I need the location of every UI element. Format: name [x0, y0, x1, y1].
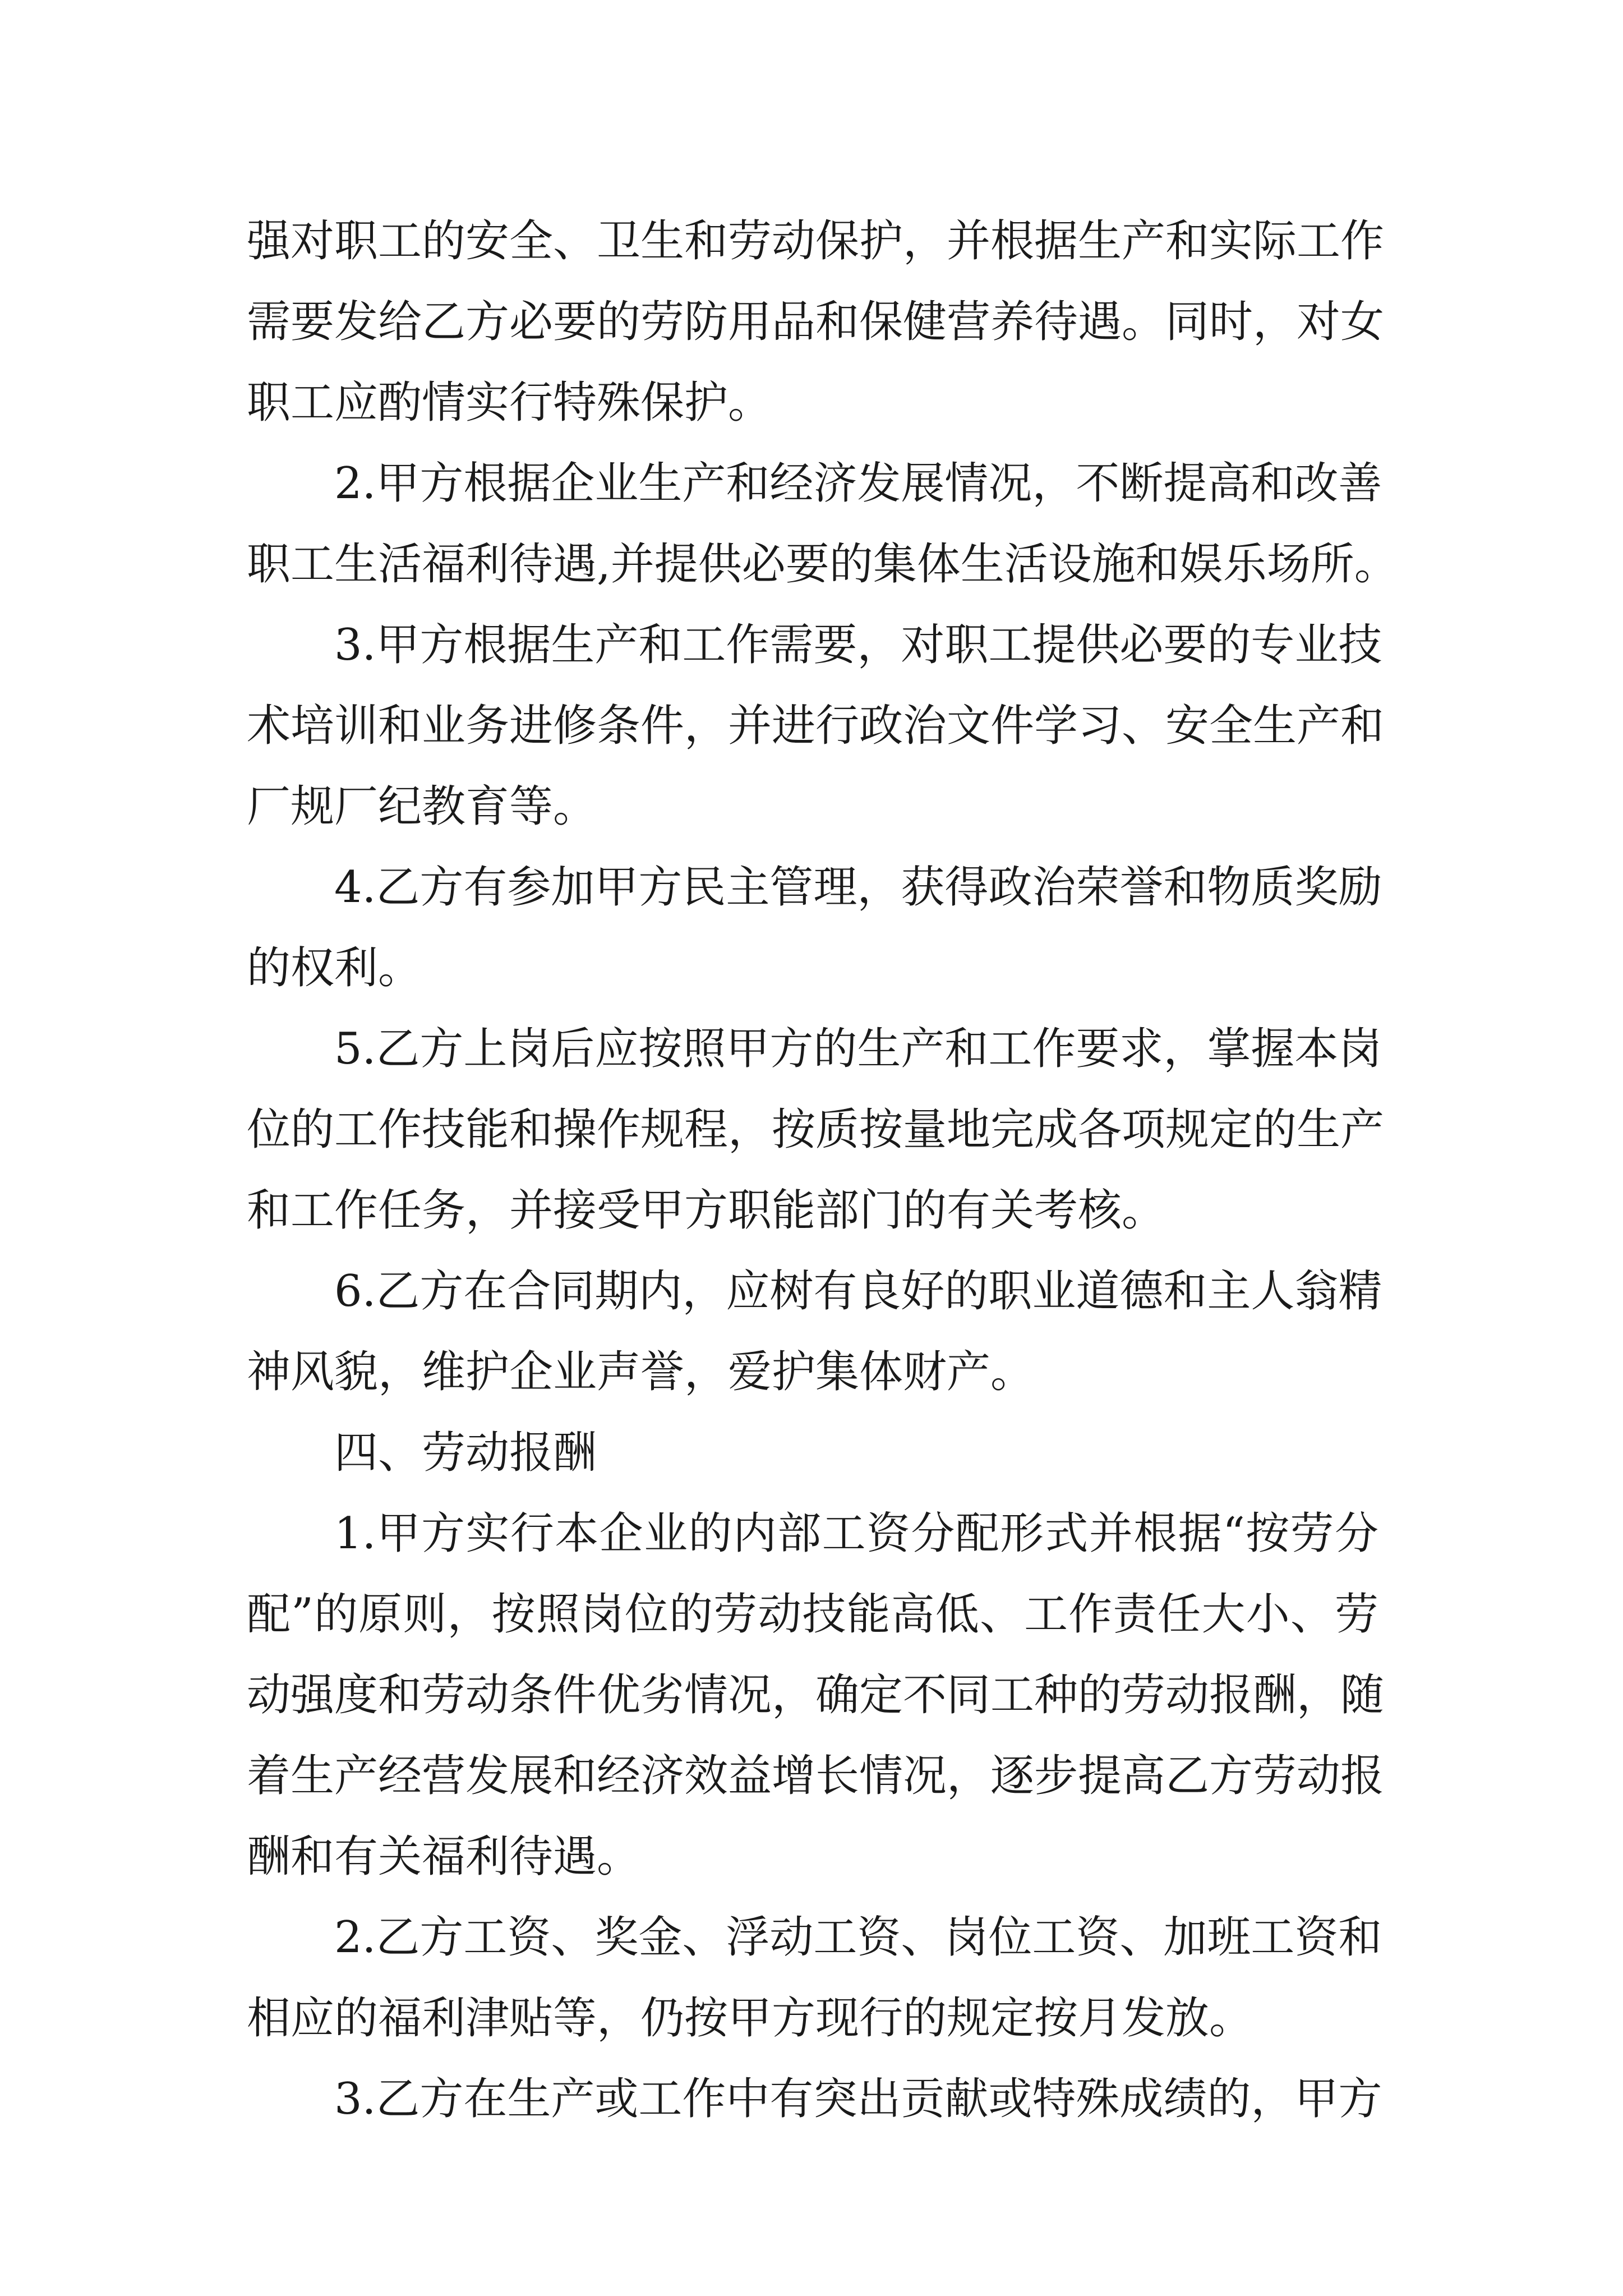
body-line: 强对职工的安全、卫生和劳动保护，并根据生产和实际工作 — [247, 216, 1385, 266]
body-line: 位的工作技能和操作规程，按质按量地完成各项规定的生产 — [247, 1105, 1385, 1155]
body-line: 着生产经营发展和经济效益增长情况，逐步提高乙方劳动报 — [247, 1751, 1385, 1801]
body-line: 动强度和劳动条件优劣情况，确定不同工种的劳动报酬，随 — [247, 1670, 1385, 1720]
paragraph-line: 4.乙方有参加甲方民主管理，获得政治荣誉和物质奖励 — [334, 862, 1382, 913]
body-line: 厂规厂纪教育等。 — [247, 781, 597, 832]
body-line: 配”的原则，按照岗位的劳动技能高低、工作责任大小、劳 — [247, 1589, 1378, 1640]
paragraph-line: 3.甲方根据生产和工作需要，对职工提供必要的专业技 — [334, 620, 1382, 670]
body-line: 和工作任务，并接受甲方职能部门的有关考核。 — [247, 1185, 1166, 1236]
paragraph-line: 2.甲方根据企业生产和经济发展情况，不断提高和改善 — [334, 458, 1382, 509]
body-line: 职工生活福利待遇,并提供必要的集体生活设施和娱乐场所。 — [247, 539, 1398, 590]
paragraph-line: 5.乙方上岗后应按照甲方的生产和工作要求，掌握本岗 — [334, 1024, 1382, 1074]
body-line: 神风貌，维护企业声誉，爱护集体财产。 — [247, 1347, 1035, 1397]
paragraph-line: 3.乙方在生产或工作中有突出贡献或特殊成绩的，甲方 — [334, 2074, 1382, 2124]
section-heading: 四、劳动报酬 — [334, 1428, 597, 1478]
paragraph-line: 1.甲方实行本企业的内部工资分配形式并根据“按劳分 — [334, 1508, 1378, 1559]
body-line: 术培训和业务进修条件，并进行政治文件学习、安全生产和 — [247, 701, 1385, 751]
body-line: 需要发给乙方必要的劳防用品和保健营养待遇。同时，对女 — [247, 297, 1385, 347]
body-line: 的权利。 — [247, 943, 422, 993]
paragraph-line: 6.乙方在合同期内，应树有良好的职业道德和主人翁精 — [334, 1266, 1382, 1317]
body-line: 相应的福利津贴等，仍按甲方现行的规定按月发放。 — [247, 1993, 1253, 2044]
body-line: 职工应酌情实行特殊保护。 — [247, 378, 772, 428]
paragraph-line: 2.乙方工资、奖金、浮动工资、岗位工资、加班工资和 — [334, 1912, 1382, 1963]
body-line: 酬和有关福利待遇。 — [247, 1832, 641, 1882]
